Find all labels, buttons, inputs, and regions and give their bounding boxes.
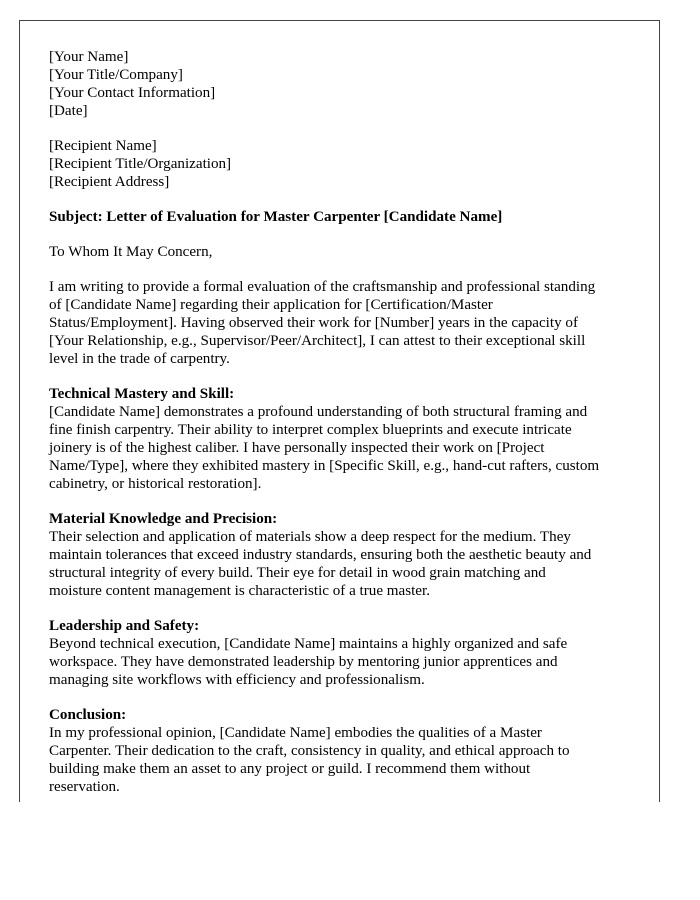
- section-heading: Material Knowledge and Precision:: [49, 511, 278, 527]
- recipient-address: [Recipient Address]: [49, 174, 170, 190]
- paragraph-line: [Your Relationship, e.g., Supervisor/Peer/Architect], I can attest to their exceptional skill: [49, 333, 586, 349]
- paragraph-line: [Candidate Name] demonstrates a profound understanding of both structural framing and: [49, 404, 588, 420]
- intro-paragraph: [49, 278, 641, 368]
- paragraph-line: moisture content management is characteristic of a true master.: [49, 583, 430, 599]
- paragraph-line: Name/Type], where they exhibited mastery in [Specific Skill, e.g., hand-cut rafters, custom: [49, 458, 600, 474]
- section-leadership-safety: [49, 617, 641, 689]
- paragraph-line: I am writing to provide a formal evaluation of the craftsmanship and professional standing: [49, 279, 596, 295]
- section-material-knowledge: [49, 510, 641, 600]
- paragraph-line: In my professional opinion, [Candidate Name] embodies the qualities of a Master: [49, 725, 542, 741]
- paragraph-line: Carpenter. Their dedication to the craft, consistency in quality, and ethical approach to: [49, 743, 570, 759]
- letter-date: [Date]: [49, 103, 88, 119]
- sender-contact: [Your Contact Information]: [49, 85, 216, 101]
- recipient-block: [49, 137, 641, 191]
- paragraph-line: Beyond technical execution, [Candidate Name] maintains a highly organized and safe: [49, 636, 568, 652]
- paragraph-line: fine finish carpentry. Their ability to interpret complex blueprints and execute intricate: [49, 422, 572, 438]
- section-heading: Leadership and Safety:: [49, 618, 200, 634]
- paragraph-line: building make them an asset to any project or guild. I recommend them without: [49, 761, 531, 777]
- letter-body: [49, 48, 641, 796]
- paragraph-line: level in the trade of carpentry.: [49, 351, 230, 367]
- section-heading: Technical Mastery and Skill:: [49, 386, 235, 402]
- paragraph-line: workspace. They have demonstrated leadership by mentoring junior apprentices and: [49, 654, 558, 670]
- section-technical-mastery: [49, 385, 641, 493]
- section-conclusion: [49, 706, 641, 796]
- section-heading: Conclusion:: [49, 707, 127, 723]
- paragraph-line: Their selection and application of materials show a deep respect for the medium. They: [49, 529, 571, 545]
- sender-title: [Your Title/Company]: [49, 67, 183, 83]
- paragraph-line: managing site workflows with efficiency and professionalism.: [49, 672, 425, 688]
- salutation: To Whom It May Concern,: [49, 244, 213, 260]
- paragraph-line: of [Candidate Name] regarding their application for [Certification/Master: [49, 297, 493, 313]
- paragraph-line: reservation.: [49, 779, 120, 795]
- paragraph-line: Status/Employment]. Having observed their work for [Number] years in the capacity of: [49, 315, 578, 331]
- paragraph-line: cabinetry, or historical restoration].: [49, 476, 262, 492]
- recipient-title: [Recipient Title/Organization]: [49, 156, 232, 172]
- subject-line: Subject: Letter of Evaluation for Master Carpenter [Candidate Name]: [49, 209, 503, 225]
- sender-block: [49, 48, 641, 120]
- recipient-name: [Recipient Name]: [49, 138, 157, 154]
- paragraph-line: joinery is of the highest caliber. I have personally inspected their work on [Project: [49, 440, 545, 456]
- paragraph-line: structural integrity of every build. Their eye for detail in wood grain matching and: [49, 565, 546, 581]
- sender-name: [Your Name]: [49, 49, 129, 65]
- paragraph-line: maintain tolerances that exceed industry standards, ensuring both the aesthetic beauty and: [49, 547, 592, 563]
